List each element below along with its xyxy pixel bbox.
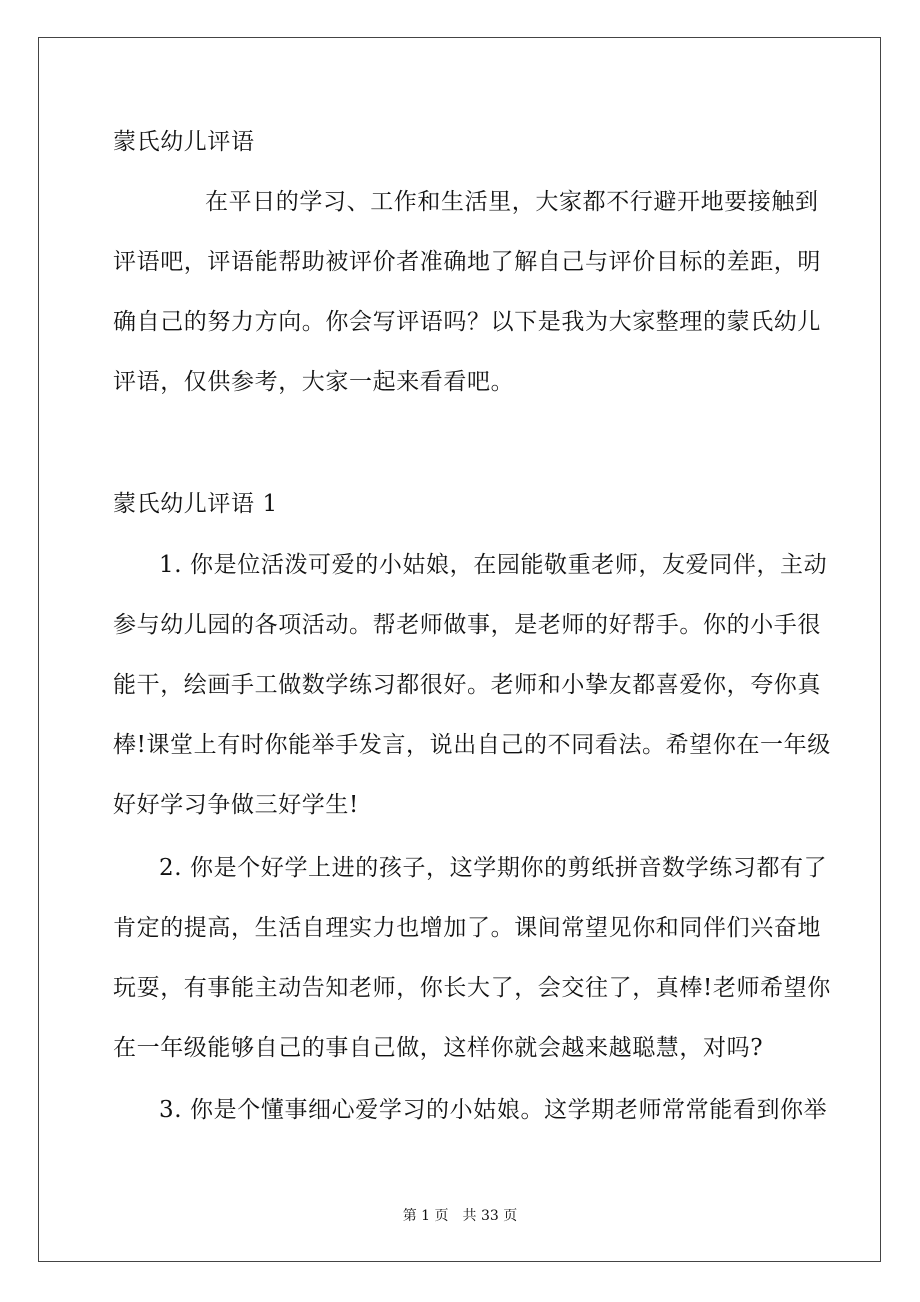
document-title: 蒙氏幼儿评语	[113, 129, 255, 155]
page-footer: 第 1 页 共 33 页	[402, 1208, 518, 1224]
item-line: 肯定的提高，生活自理实力也增加了。课间常望见你和同伴们兴奋地	[113, 915, 821, 941]
intro-line: 确自己的努力方向。你会写评语吗？以下是我为大家整理的蒙氏幼儿	[113, 309, 821, 335]
item-line: 2. 你是个好学上进的孩子，这学期你的剪纸拼音数学练习都有了	[159, 855, 828, 881]
intro-line: 评语，仅供参考，大家一起来看看吧。	[113, 369, 515, 395]
intro-line: 在平日的学习、工作和生活里，大家都不行避开地要接触到	[205, 189, 819, 215]
item-line: 3. 你是个懂事细心爱学习的小姑娘。这学期老师常常能看到你举	[159, 1097, 828, 1123]
item-line: 参与幼儿园的各项活动。帮老师做事，是老师的好帮手。你的小手很	[113, 612, 821, 638]
item-line: 玩耍，有事能主动告知老师，你长大了，会交往了，真棒!老师希望你	[113, 975, 831, 1001]
intro-line: 评语吧，评语能帮助被评价者准确地了解自己与评价目标的差距，明	[113, 249, 821, 275]
section-heading: 蒙氏幼儿评语 1	[113, 491, 278, 517]
page-border	[38, 37, 881, 1262]
item-line: 棒!课堂上有时你能举手发言，说出自己的不同看法。希望你在一年级	[113, 732, 831, 758]
item-line: 1. 你是位活泼可爱的小姑娘，在园能敬重老师，友爱同伴，主动	[159, 552, 828, 578]
item-line: 能干，绘画手工做数学练习都很好。老师和小挚友都喜爱你，夸你真	[113, 672, 821, 698]
item-line: 好好学习争做三好学生!	[113, 792, 359, 818]
item-line: 在一年级能够自己的事自己做，这样你就会越来越聪慧，对吗?	[113, 1035, 764, 1061]
